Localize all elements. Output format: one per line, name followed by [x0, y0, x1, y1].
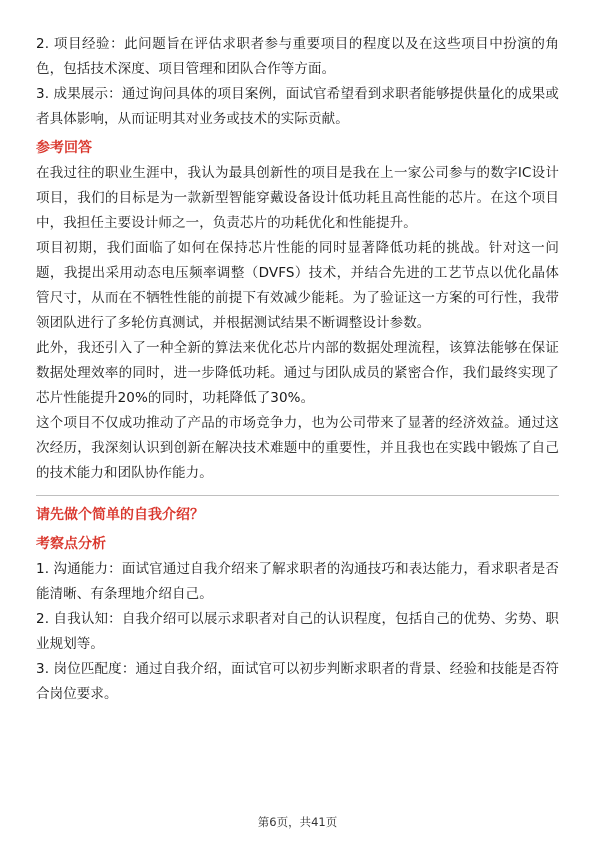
analysis-point-1: 1. 沟通能力：面试官通过自我介绍来了解求职者的沟通技巧和表达能力，看求职者是否能清晰、有条理地介绍自己。	[36, 561, 559, 602]
intro-point-2: 2. 项目经验：此问题旨在评估求职者参与重要项目的程度以及在这些项目中扮演的角色，包括技术深度、项目管理和团队合作等方面。	[36, 36, 559, 77]
answer-paragraph: 这个项目不仅成功推动了产品的市场竞争力，也为公司带来了显著的经济效益。通过这次经历，我深刻认识到创新在解决技术难题中的重要性，并且我也在实践中锻炼了自己的技术能力和团队协作能力。	[36, 415, 559, 481]
answer-paragraph: 此外，我还引入了一种全新的算法来优化芯片内部的数据处理流程，该算法能够在保证数据处理效率的同时，进一步降低功耗。通过与团队成员的紧密合作，我们最终实现了芯片性能提升20%的同时，功耗降低了30%。	[36, 340, 559, 406]
page-content	[36, 32, 559, 707]
intro-point-3: 3. 成果展示：通过询问具体的项目案例，面试官希望看到求职者能够提供量化的成果或者具体影响，从而证明其对业务或技术的实际贡献。	[36, 86, 559, 127]
answer-heading: 参考回答	[36, 140, 92, 156]
section-divider	[36, 495, 559, 496]
analysis-heading: 考察点分析	[36, 536, 106, 552]
question-title: 请先做个简单的自我介绍？	[36, 507, 204, 523]
answer-paragraph: 项目初期，我们面临了如何在保持芯片性能的同时显著降低功耗的挑战。针对这一问题，我提出采用动态电压频率调整（DVFS）技术，并结合先进的工艺节点以优化晶体管尺寸，从而在不牺牲性能的前提下有效减少能耗。为了验证这一方案的可行性，我带领团队进行了多轮仿真测试，并根据测试结果不断调整设计参数。	[36, 240, 559, 331]
answer-paragraph: 在我过往的职业生涯中，我认为最具创新性的项目是我在上一家公司参与的数字IC设计项目，我们的目标是为一款新型智能穿戴设备设计低功耗且高性能的芯片。在这个项目中，我担任主要设计师之一，负责芯片的功耗优化和性能提升。	[36, 165, 559, 231]
analysis-point-3: 3. 岗位匹配度：通过自我介绍，面试官可以初步判断求职者的背景、经验和技能是否符合岗位要求。	[36, 661, 559, 702]
page-number: 第6页，共41页	[257, 815, 338, 829]
analysis-point-2: 2. 自我认知：自我介绍可以展示求职者对自己的认识程度，包括自己的优势、劣势、职业规划等。	[36, 611, 559, 652]
